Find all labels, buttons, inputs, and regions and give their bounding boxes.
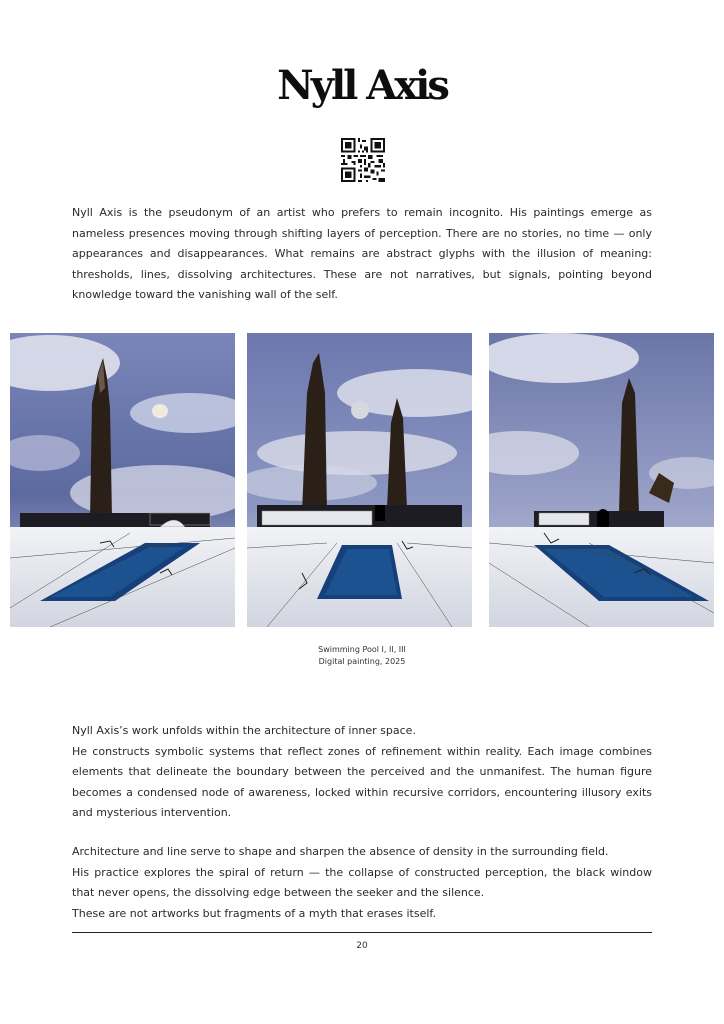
- page-number: 20: [356, 941, 368, 951]
- caption-title: Swimming Pool I, II, III: [318, 645, 406, 654]
- body-section-2: [72, 842, 652, 924]
- body-paragraph: Architecture and line serve to shape and sharpen the absence of density in the surrounding field.: [72, 845, 609, 858]
- painting-swimming-pool-1: [10, 333, 235, 627]
- body-paragraph: He constructs symbolic systems that reflect zones of refinement within reality. Each image combines elements that delineate the boundary between the perceived and the unmanifest. The human figure becomes a condensed node of awareness, locked within recursive corridors, encountering illusory exits and mysterious intervention.: [72, 744, 652, 819]
- footer-divider: [72, 932, 652, 933]
- painting-swimming-pool-2: [247, 333, 472, 627]
- body-paragraph: These are not artworks but fragments of a myth that erases itself.: [72, 906, 436, 920]
- body-paragraph: Nyll Axis’s work unfolds within the architecture of inner space.: [72, 724, 416, 737]
- painting-swimming-pool-3: [489, 333, 714, 627]
- page-title: Nyll Axis: [277, 62, 447, 109]
- intro-paragraph: Nyll Axis is the pseudonym of an artist who prefers to remain incognito. His paintings emerge as nameless presences moving through shifting layers of perception. There are no stories, no time — only appearances and disappearances. What remains are abstract glyphs with the illusion of meaning: thresholds, lines, dissolving architectures. These are not narratives, but signals, pointing beyond knowledge toward the vanishing wall of the self.: [72, 206, 652, 301]
- body-section-1: [72, 721, 652, 824]
- painting-caption: [0, 644, 724, 668]
- body-paragraph: His practice explores the spiral of return — the collapse of constructed perception, the black window that never opens, the dissolving edge between the seeker and the silence.: [72, 865, 652, 899]
- caption-medium: Digital painting, 2025: [318, 657, 406, 666]
- qr-code-icon: [341, 137, 385, 183]
